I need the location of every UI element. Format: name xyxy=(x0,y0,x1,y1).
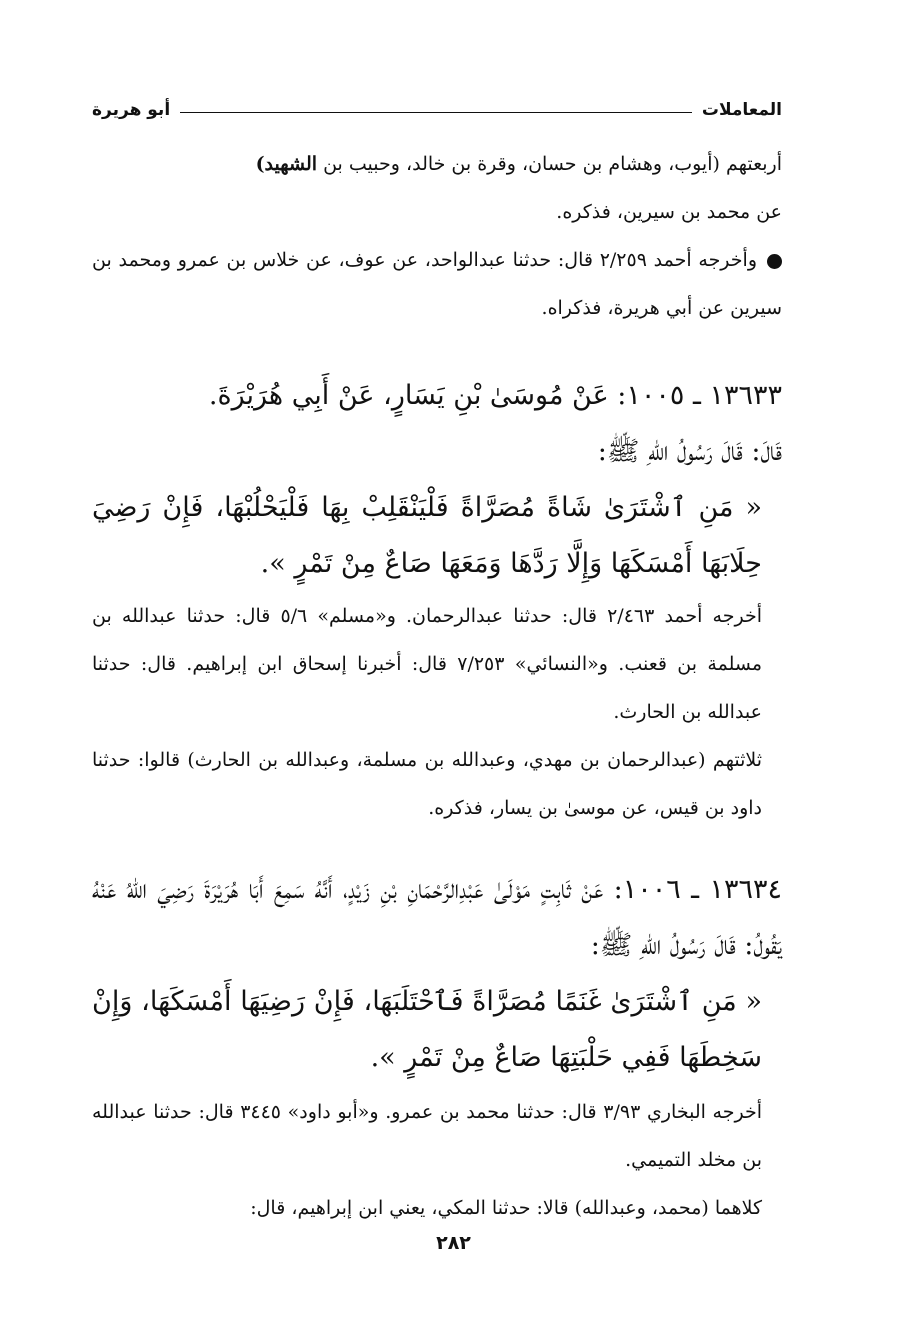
takhrij-13634-paragraph-2: كلاهما (محمد، وعبدالله) قالا: حدثنا المكي، يعني ابن إبراهيم، قال: xyxy=(250,1197,762,1219)
takhrij-13633-paragraph-2: ثلاثتهم (عبدالرحمان بن مهدي، وعبدالله بن مسلمة، وعبدالله بن الحارث) قالوا: حدثنا داود بن قيس، عن موسىٰ بن يسار، فذكره. xyxy=(92,749,762,819)
hadith-13634-text: « مَنِ ٱشْتَرَىٰ غَنَمًا مُصَرَّاةً فَٱحْتَلَبَهَا، فَإِنْ رَضِيَهَا أَمْسَكَهَا، وَإِنْ سَخِطَهَا فَفِي حَلْبَتِهَا صَاعٌ مِنْ تَمْرٍ ». xyxy=(92,986,762,1073)
intro-line-2: عن محمد بن سيرين، فذكره. xyxy=(556,201,782,223)
header-section-title: أبو هريرة xyxy=(92,100,171,120)
intro-line-1-text: أربعتهم (أيوب، وهشام بن حسان، وقرة بن خالد، وحبيب بن xyxy=(317,153,782,175)
hadith-13633 xyxy=(92,368,782,592)
running-header xyxy=(92,90,782,120)
intro-bullet-paragraph xyxy=(92,236,782,332)
hadith-13633-intro: قَالَ: قَالَ رَسُولُ اللهِ ﷺ: xyxy=(597,436,782,467)
page-number: ٢٨٢ xyxy=(436,1232,471,1254)
takhrij-13634-paragraph-1: أخرجه البخاري ٣/٩٣ قال: حدثنا محمد بن عمرو. و«أبو داود» ٣٤٤٥ قال: حدثنا عبدالله بن مخلد التميمي. xyxy=(92,1101,762,1171)
bullet-icon xyxy=(767,254,782,269)
header-chapter-title: المعاملات xyxy=(701,100,782,120)
intro-line-1 xyxy=(92,140,782,188)
hadith-13633-heading: ١٣٦٣٣ ـ ١٠٠٥: عَنْ مُوسَىٰ بْنِ يَسَارٍ، عَنْ أَبِي هُرَيْرَةَ. xyxy=(208,380,782,411)
hadith-13634-takhrij xyxy=(92,1088,782,1232)
hadith-13633-text: « مَنِ ٱشْتَرَىٰ شَاةً مُصَرَّاةً فَلْيَنْقَلِبْ بِهَا فَلْيَحْلُبْهَا، فَإِنْ رَضِيَ حِلَابَهَا أَمْسَكَهَا وَإِلَّا رَدَّهَا وَمَعَهَا صَاعٌ مِنْ تَمْرٍ ». xyxy=(92,492,762,579)
hadith-13634 xyxy=(92,862,782,1086)
intro-bullet-text: وأخرجه أحمد ٢/٢٥٩ قال: حدثنا عبدالواحد، عن عوف، عن خلاس بن عمرو ومحمد بن سيرين عن أبي هريرة، فذكراه. xyxy=(92,249,782,319)
hadith-13634-heading: ١٣٦٣٤ ـ ١٠٠٦: عَنْ ثَابِتٍ مَوْلَىٰ عَبْدِالرَّحْمَانِ بْنِ زَيْدٍ، أَنَّهُ سَمِعَ أَبَا هُرَيْرَةَ رَضِيَ اللهُ عَنْهُ يَقُولُ: قَالَ رَسُولُ اللهِ ﷺ: xyxy=(92,874,782,961)
header-rule xyxy=(180,112,692,113)
intro-paragraph xyxy=(92,140,782,332)
hadith-13633-takhrij xyxy=(92,592,782,832)
takhrij-13633-paragraph-1: أخرجه أحمد ٢/٤٦٣ قال: حدثنا عبدالرحمان. و«مسلم» ٥/٦ قال: حدثنا عبدالله بن مسلمة بن قعنب. و«النسائي» ٧/٢٥٣ قال: أخبرنا إسحاق ابن إبراهيم. قال: حدثنا عبدالله بن الحارث. xyxy=(92,605,762,723)
intro-line-1-bold: الشهيد) xyxy=(255,153,318,175)
